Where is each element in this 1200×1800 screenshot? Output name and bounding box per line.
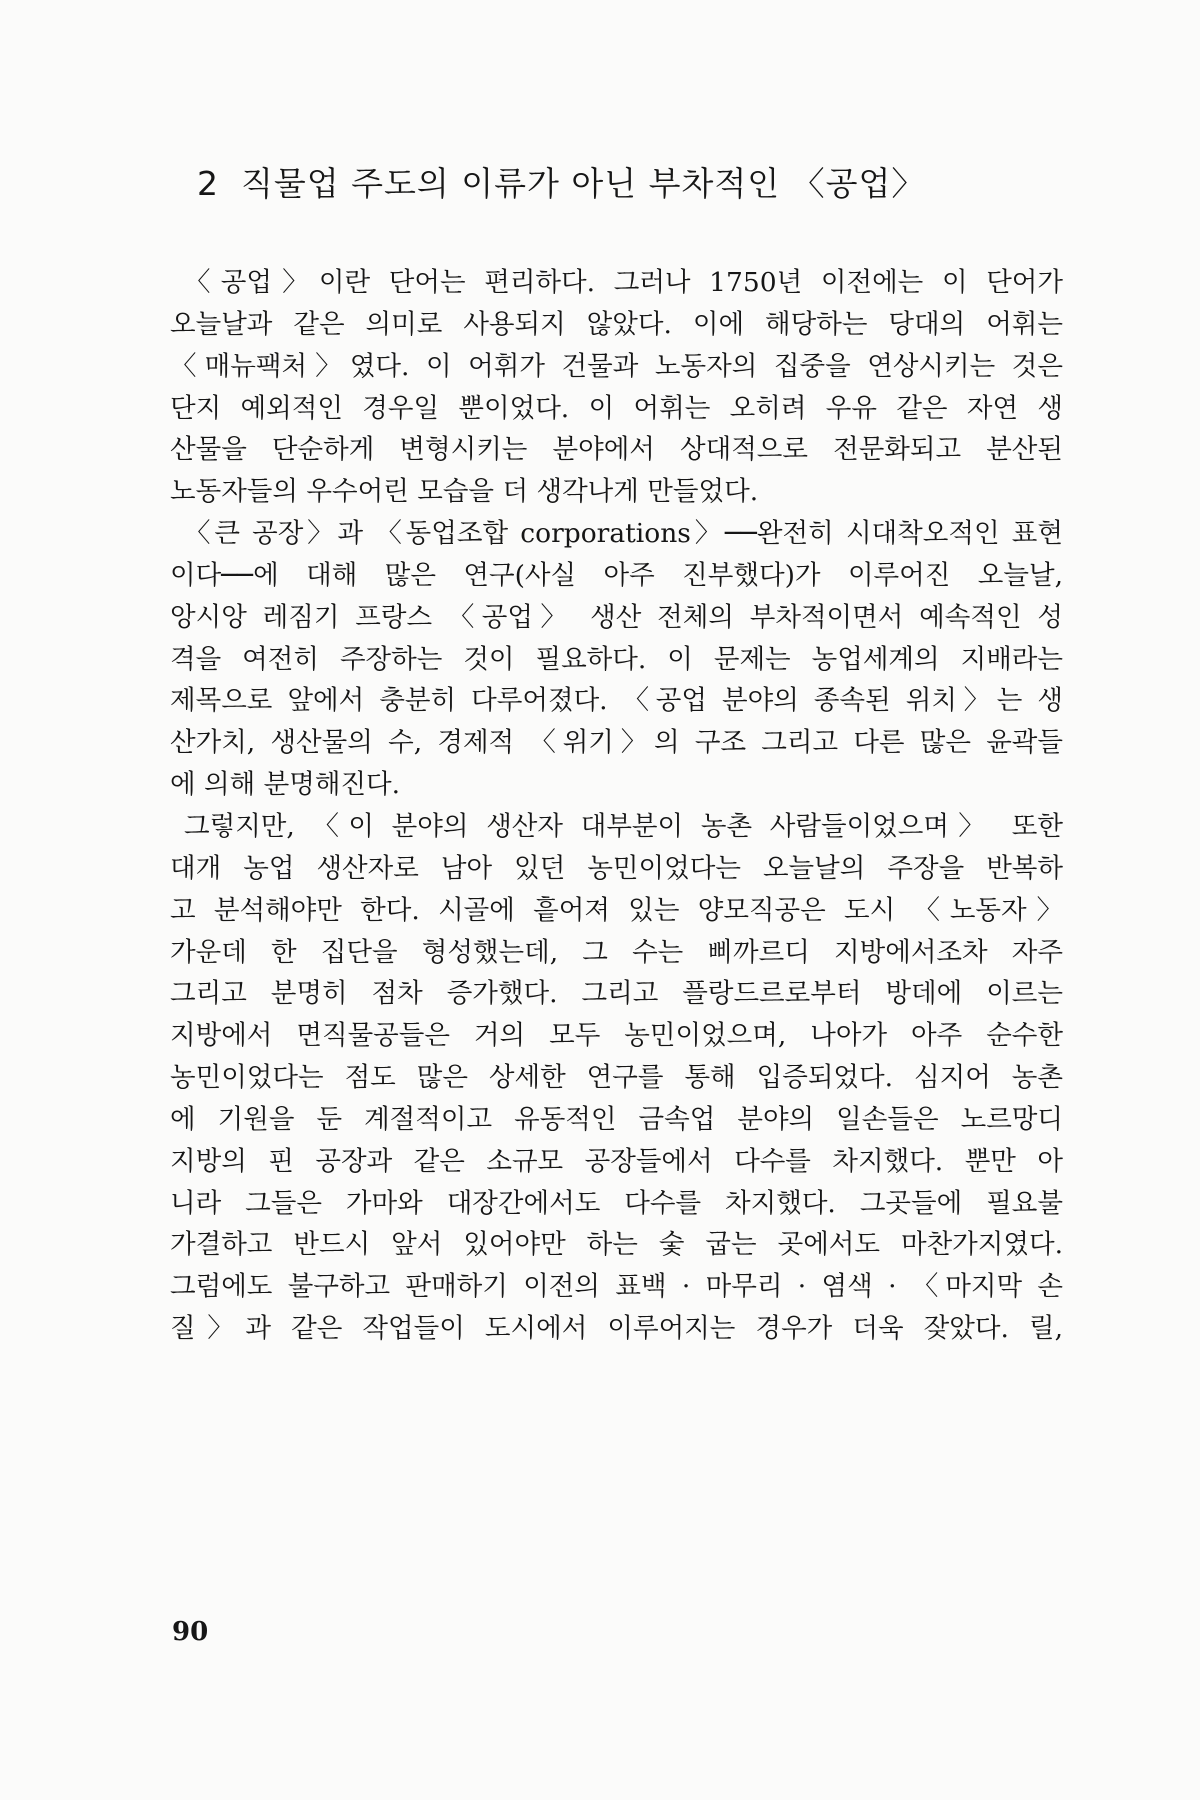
text-line: 단지 예외적인 경우일 뿐이었다. 이 어휘는 오히려 우유 같은 자연 생 bbox=[170, 392, 1063, 424]
text-line: 에 의해 분명해진다. bbox=[170, 769, 401, 801]
text-line: 그리고 분명히 점차 증가했다. 그리고 플랑드르로부터 방데에 이르는 bbox=[170, 978, 1063, 1010]
text-line: 산물을 단순하게 변형시키는 분야에서 상대적으로 전문화되고 분산된 bbox=[170, 434, 1063, 466]
text-line: 가운데 한 집단을 형성했는데, 그 수는 삐까르디 지방에서조차 자주 bbox=[170, 936, 1063, 968]
text-line: 니라 그들은 가마와 대장간에서도 다수를 차지했다. 그곳들에 필요불 bbox=[170, 1187, 1063, 1219]
text-line: 대개 농업 생산자로 남아 있던 농민이었다는 오늘날의 주장을 반복하 bbox=[170, 852, 1063, 884]
text-line: 고 분석해야만 한다. 시골에 흩어져 있는 양모직공은 도시 〈노동자〉 bbox=[170, 894, 1063, 926]
text-line: 노동자들의 우수어린 모습을 더 생각나게 만들었다. bbox=[170, 476, 759, 508]
text-line: 격을 여전히 주장하는 것이 필요하다. 이 문제는 농업세계의 지배라는 bbox=[170, 643, 1063, 675]
text-line: 오늘날과 같은 의미로 사용되지 않았다. 이에 해당하는 당대의 어휘는 bbox=[170, 308, 1063, 340]
text-line: 질〉과 같은 작업들이 도시에서 이루어지는 경우가 더욱 잦았다. 릴, bbox=[170, 1313, 1063, 1345]
text-line: 지방의 핀 공장과 같은 소규모 공장들에서 다수를 차지했다. 뿐만 아 bbox=[170, 1145, 1063, 1177]
section-heading bbox=[197, 160, 1077, 208]
text-line: 산가치, 생산물의 수, 경제적 〈위기〉의 구조 그리고 다른 많은 윤곽들 bbox=[170, 727, 1063, 759]
text-line: 제목으로 앞에서 충분히 다루어졌다. 〈공업 분야의 종속된 위치〉는 생 bbox=[170, 685, 1063, 717]
text-line: 그럼에도 불구하고 판매하기 이전의 표백 · 마무리 · 염색 · 〈마지막 손 bbox=[170, 1271, 1063, 1303]
text-line: 앙시앙 레짐기 프랑스 〈공업〉 생산 전체의 부차적이면서 예속적인 성 bbox=[170, 601, 1063, 633]
page-number: 90 bbox=[172, 1617, 209, 1647]
text-line: 〈큰 공장〉과 〈동업조합 corporations〉──완전히 시대착오적인 표현 bbox=[184, 518, 1063, 550]
text-line: 이다──에 대해 많은 연구(사실 아주 진부했다)가 이루어진 오늘날, bbox=[170, 559, 1063, 591]
section-title: 직물업 주도의 이류가 아닌 부차적인 〈공업〉 bbox=[241, 164, 926, 203]
text-line: 〈매뉴팩처〉였다. 이 어휘가 건물과 노동자의 집중을 연상시키는 것은 bbox=[170, 350, 1063, 382]
text-line: 가결하고 반드시 앞서 있어야만 하는 숯 굽는 곳에서도 마찬가지였다. bbox=[170, 1229, 1063, 1261]
text-line: 에 기원을 둔 계절적이고 유동적인 금속업 분야의 일손들은 노르망디 bbox=[170, 1103, 1063, 1135]
text-line: 그렇지만, 〈이 분야의 생산자 대부분이 농촌 사람들이었으며〉 또한 bbox=[184, 810, 1063, 842]
body-text bbox=[170, 262, 1063, 1350]
text-line: 〈공업〉이란 단어는 편리하다. 그러나 1750년 이전에는 이 단어가 bbox=[184, 267, 1063, 298]
text-line: 지방에서 면직물공들은 거의 모두 농민이었으며, 나아가 아주 순수한 bbox=[170, 1020, 1063, 1052]
text-line: 농민이었다는 점도 많은 상세한 연구를 통해 입증되었다. 심지어 농촌 bbox=[170, 1062, 1063, 1094]
section-number: 2 bbox=[197, 164, 219, 203]
